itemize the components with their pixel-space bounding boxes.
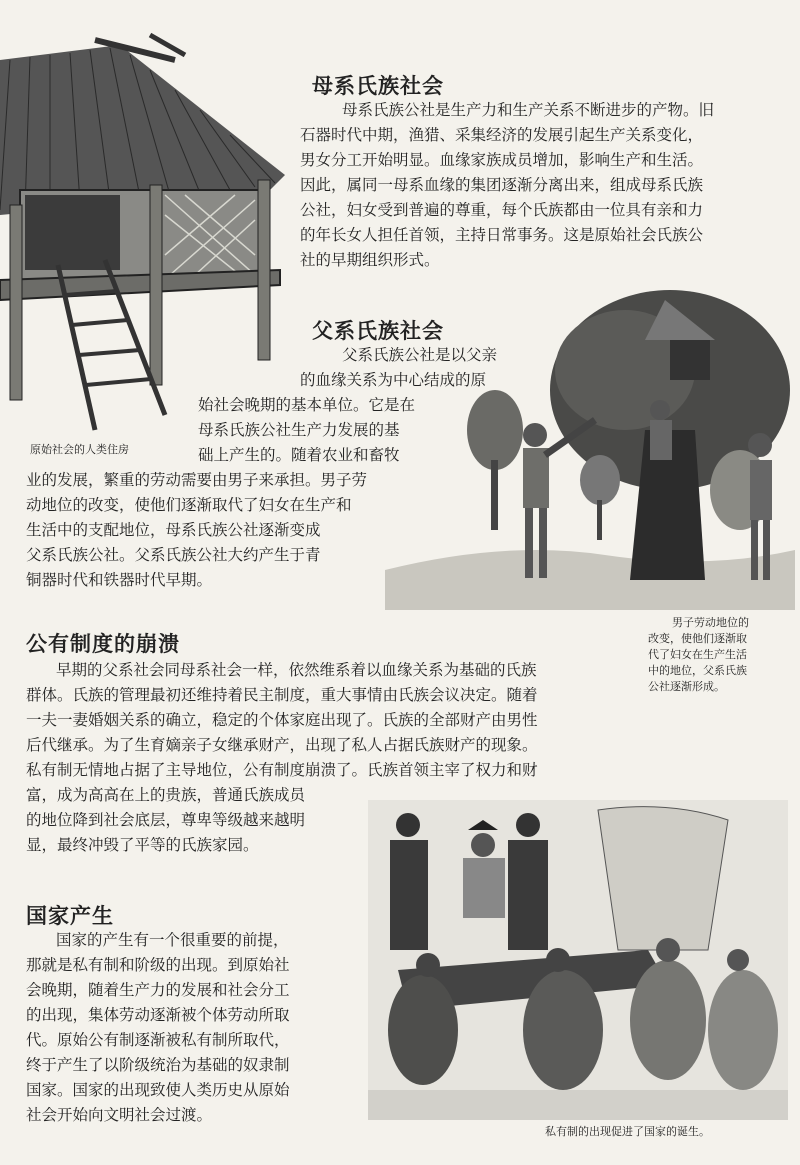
text-line: 富，成为高高在上的贵族，普通氏族成员	[26, 786, 306, 804]
text-line: 的血缘关系为中心结成的原	[300, 371, 487, 389]
text-line: 会晚期，随着生产力的发展和社会分工	[26, 981, 290, 999]
text-line: 早期的父系社会同母系社会一样，依然维系着以血缘关系为基础的氏族	[56, 661, 537, 679]
text-line: 业的发展，繁重的劳动需要由男子来承担。男子劳	[26, 471, 368, 489]
text-line: 公社，妇女受到普遍的尊重，每个氏族都由一位具有亲和力	[300, 201, 704, 219]
text-line: 男女分工开始明显。血缘家族成员增加，影响生产和生活。	[300, 151, 704, 169]
court-illustration	[368, 800, 788, 1120]
matriarchal-body	[300, 98, 714, 273]
caption-line: 中的地位，父系氏族	[648, 664, 747, 677]
state-title: 国家产生	[26, 904, 114, 928]
text-line: 社会开始向文明社会过渡。	[26, 1106, 213, 1124]
text-line: 的地位降到社会底层，尊卑等级越来越明	[26, 811, 306, 829]
text-line: 始社会晚期的基本单位。它是在	[198, 396, 416, 414]
text-line: 国家的产生有一个很重要的前提，	[56, 931, 289, 949]
collapse-title: 公有制度的崩溃	[26, 632, 180, 656]
text-line: 因此，属同一母系血缘的集团逐渐分离出来，组成母系氏族	[300, 176, 704, 194]
matriarchal-title: 母系氏族社会	[312, 74, 444, 98]
caption-line: 公社逐渐形成。	[648, 680, 725, 693]
text-line: 显，最终冲毁了平等的氏族家园。	[26, 836, 259, 854]
text-line: 的出现，集体劳动逐渐被个体劳动所取	[26, 1006, 290, 1024]
text-line: 私有制无情地占据了主导地位，公有制度崩溃了。氏族首领主宰了权力和财	[26, 761, 538, 779]
labor-caption	[648, 615, 749, 695]
text-line: 动地位的改变，使他们逐渐取代了妇女在生产和	[26, 496, 352, 514]
caption-line: 男子劳动地位的	[672, 616, 749, 629]
text-line: 母系氏族公社是生产力和生产关系不断进步的产物。旧	[342, 101, 715, 119]
caption-line: 代了妇女在生产生活	[648, 648, 747, 661]
text-line: 生活中的支配地位，母系氏族公社逐渐变成	[26, 521, 321, 539]
text-line: 石器时代中期，渔猎、采集经济的发展引起生产关系变化，	[300, 126, 704, 144]
state-caption: 私有制的出现促进了国家的诞生。	[545, 1125, 710, 1138]
text-line: 社的早期组织形式。	[300, 251, 440, 269]
house-caption: 原始社会的人类住房	[30, 443, 129, 456]
text-line: 础上产生的。随着农业和畜牧	[198, 446, 400, 464]
text-line: 一夫一妻婚姻关系的确立，稳定的个体家庭出现了。氏族的全部财产由男性	[26, 711, 538, 729]
text-line: 那就是私有制和阶级的出现。到原始社	[26, 956, 290, 974]
text-line: 母系氏族公社生产力发展的基	[198, 421, 400, 439]
state-body	[26, 928, 290, 1128]
caption-line: 改变，使他们逐渐取	[648, 632, 747, 645]
patriarchal-title: 父系氏族社会	[312, 319, 444, 343]
text-line: 父系氏族公社是以父亲	[342, 346, 498, 364]
text-line: 终于产生了以阶级统治为基础的奴隶制	[26, 1056, 290, 1074]
text-line: 国家。国家的出现致使人类历史从原始	[26, 1081, 290, 1099]
text-line: 群体。氏族的管理最初还维持着民主制度，重大事情由氏族会议决定。随着	[26, 686, 538, 704]
patriarchal-body	[0, 343, 497, 593]
text-line: 代。原始公有制逐渐被私有制所取代，	[26, 1031, 290, 1049]
text-line: 铜器时代和铁器时代早期。	[26, 571, 213, 589]
text-line: 的年长女人担任首领，主持日常事务。这是原始社会氏族公	[300, 226, 704, 244]
text-line: 父系氏族公社。父系氏族公社大约产生于青	[26, 546, 321, 564]
text-line: 后代继承。为了生育嫡亲子女继承财产，出现了私人占据氏族财产的现象。	[26, 736, 538, 754]
